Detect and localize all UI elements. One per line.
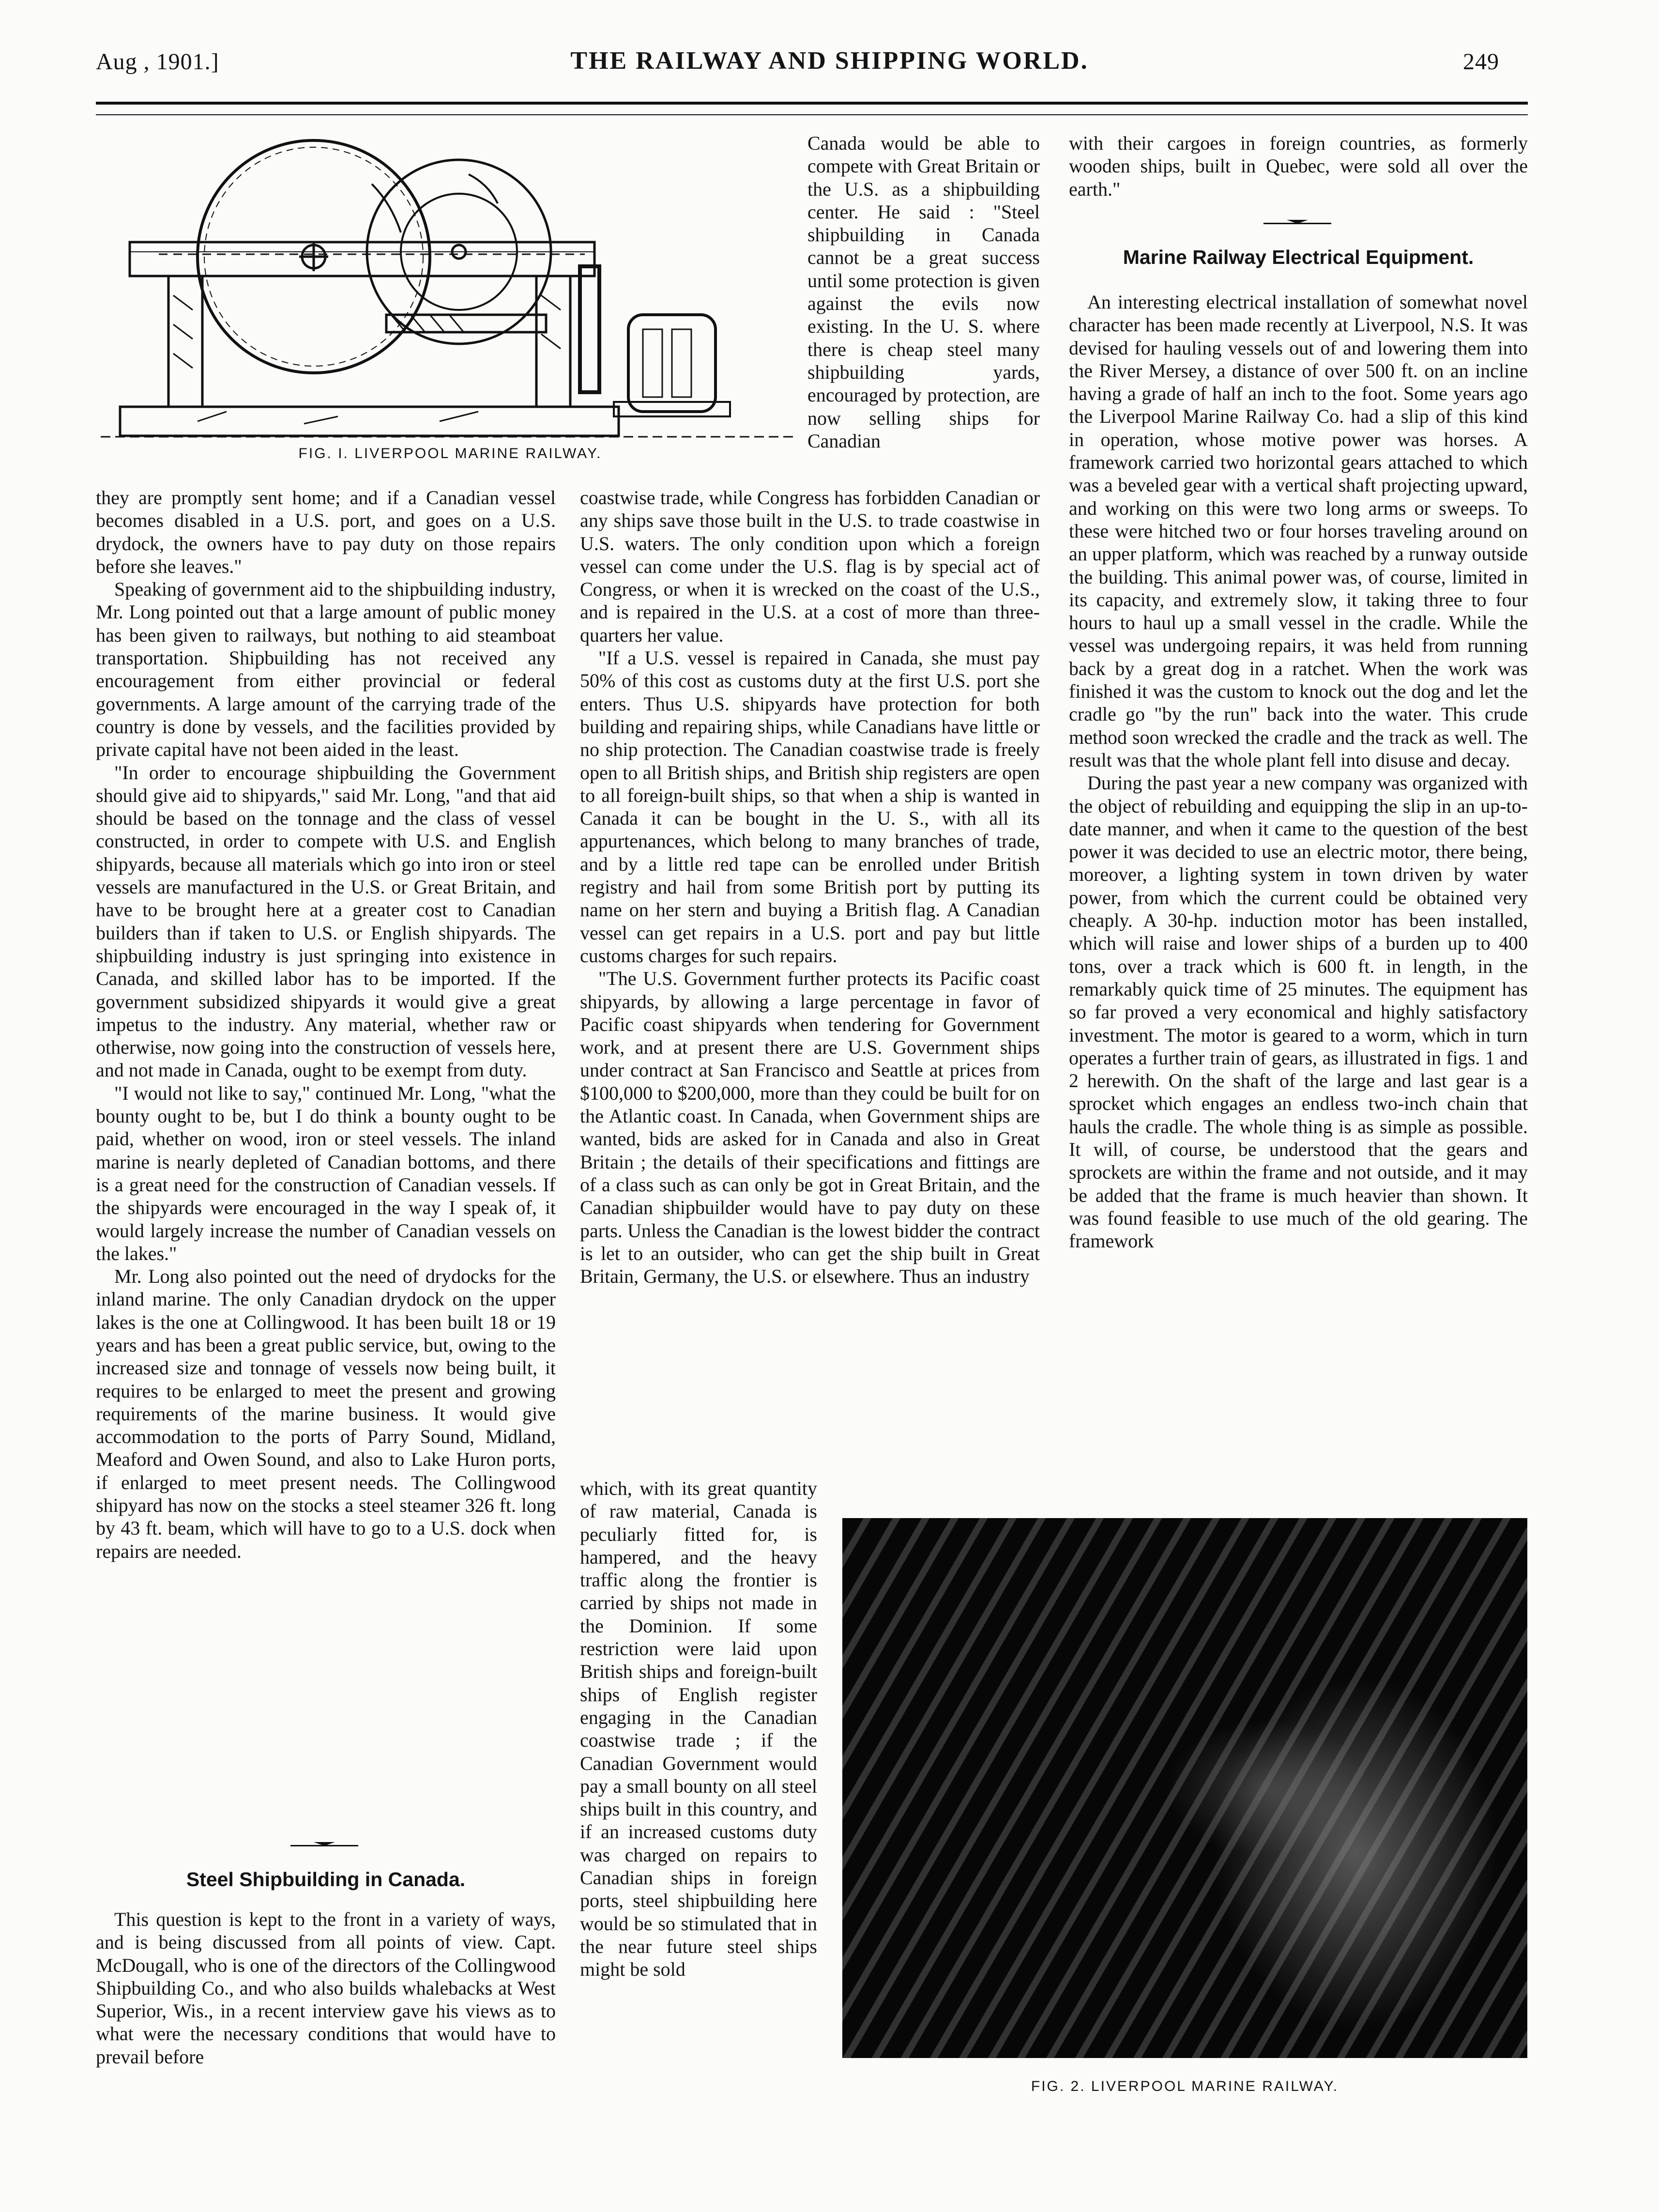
issue-date: Aug , 1901.] [96, 49, 219, 75]
col2-paragraph: Canada would be able to compete with Great Britain or the U.S. as a shipbuilding center. He said : "Steel shipbuilding in Canada cannot be a great success until some protection is given against the evils now existing. In the U. S. where there is cheap steel many shipbuilding yards, encouraged by protection, are now selling ships for Canadian [807, 132, 1040, 452]
header-rule [96, 102, 1528, 105]
col1-text [96, 486, 556, 1563]
section-heading-steel-shipbuilding: Steel Shipbuilding in Canada. [186, 1868, 466, 1890]
fig1-caption: FIG. I. LIVERPOOL MARINE RAILWAY. [298, 445, 602, 461]
col2-paragraph: "If a U.S. vessel is repaired in Canada, she must pay 50% of this cost as customs duty at the first U.S. port she enters. Thus U.S. shipyards have protection for both building and repairing ships, while Canadians have little or no ship protection. The Canadian coastwise trade is freely open to all British ships, and British ship registers are open to all foreign-built ships, so that when a ship is wanted in Canada it can be bought in the U. S., with all its appurtenances, which belong to many branches of trade, and by a little red tape can be enrolled under British registry and hail from some British port by putting its name on her stern and buying a British flag. A Canadian vessel can get repairs in a U.S. port and pay but little customs charges for such repairs. [580, 647, 1040, 967]
col1-paragraph: Speaking of government aid to the shipbuilding industry, Mr. Long pointed out that a large amount of public money has been given to railways, but nothing to aid steamboat transportation. Shipbuilding has not received any encouragement from either provincial or federal governments. A large amount of the carrying trade of the country is done by vessels, and the facilities provided by private capital have not been aided in the least. [96, 578, 556, 761]
section-heading-marine-railway: Marine Railway Electrical Equipment. [1123, 246, 1474, 268]
col3-text [1069, 291, 1528, 1252]
fig1-gear-drawing [101, 131, 798, 441]
col3-paragraph: During the past year a new company was organized with the object of rebuilding and equipping the slip in an up-to-date manner, and when it came to the question of the best power it was decided to use an electric motor, there being, moreover, a lighting system in town driven by water power, from which the current could be obtained very cheaply. A 30-hp. induction motor has been installed, which will raise and lower ships of a burden up to 400 tons, over a track which is 600 ft. in length, in the remarkably quick time of 25 minutes. The equipment has so far proved a very economical and highly satisfactory investment. The motor is geared to a worm, which in turn operates a further train of gears, as illustrated in figs. 1 and 2 herewith. On the shaft of the large and last gear is a sprocket which engages an endless two-inch chain that hauls the cradle. The whole thing is as simple as possible. It will, of course, be understood that the gears and sprockets are within the frame and not outside, and it may be added that the frame is much heavier than shown. It was found feasible to use much of the old gearing. The framework [1069, 772, 1528, 1252]
col1-paragraph: they are promptly sent home; and if a Canadian vessel becomes disabled in a U.S. port, and goes on a U.S. drydock, the owners have to pay duty on those repairs before she leaves." [96, 487, 556, 577]
col3-paragraph: with their cargoes in foreign countries, as formerly wooden ships, built in Quebec, were sold all over the earth." [1069, 132, 1528, 200]
fig2-photograph [842, 1518, 1527, 2058]
col2-narrow-top [807, 132, 1040, 452]
col3-paragraph: An interesting electrical installation of somewhat novel character has been made recently at Liverpool, N.S. It was devised for hauling vessels out of and lowering them into the River Mersey, a distance of over 500 ft. on an incline having a grade of half an inch to the foot. Some years ago the Liverpool Marine Railway Co. had a slip of this kind in operation, whose motive power was horses. A framework carried two horizontal gears attached to which was a beveled gear with a vertical shaft projecting upward, and working on this were two long arms or sweeps. To these were hitched two or four horses traveling around on an upper platform, which was reached by a runway outside the building. This animal power was, of course, limited in its capacity, and extremely slow, it taking three to four hours to haul up a small vessel in the cradle. While the vessel was undergoing repairs, it was held from running back by a great dog in a ratchet. When the work was finished it was the custom to knock out the dog and let the cradle go "by the run" back into the water. This crude method soon wrecked the cradle and the track as well. The result was that the whole plant fell into disuse and decay. [1069, 291, 1528, 771]
col1-text-lower [96, 1908, 556, 2068]
col1-paragraph: Mr. Long also pointed out the need of drydocks for the inland marine. The only Canadian drydock on the upper lakes is the one at Collingwood. It has been built 18 or 19 years and has been a great public service, but, owing to the increased size and tonnage of vessels now being built, it requires to be enlarged to meet the present and growing requirements of the marine business. It would give accommodation to the ports of Parry Sound, Midland, Meaford and Owen Sound, and also to Lake Huron ports, if enlarged to meet present needs. The Collingwood shipyard has now on the stocks a steel steamer 326 ft. long by 43 ft. beam, which will have to go to a U.S. dock when repairs are needed. [96, 1265, 556, 1562]
col1-paragraph: "In order to encourage shipbuilding the Government should give aid to shipyards," said Mr. Long, "and that aid should be based on the tonnage and the class of vessel constructed, in order to compete with U.S. and English shipyards, because all materials which go into iron or steel vessels are manufactured in the U.S. or Great Britain, and have to be brought here at a greater cost to Canadian builders than if taken to U.S. or English shipyards. The shipbuilding industry is just springing into existence in Canada, and skilled labor has to be imported. If the government subsidized shipyards it would give a great impetus to the industry. Any material, whether raw or otherwise, now going into the construction of vessels here, and not made in Canada, ought to be exempt from duty. [96, 761, 556, 1081]
col1-paragraph: This question is kept to the front in a variety of ways, and is being discussed from all points of view. Capt. McDougall, who is one of the directors of the Collingwood Shipbuilding Co., and who also builds whalebacks at West Superior, Wis., in a recent interview gave his views as to what were the necessary conditions that would have to prevail before [96, 1908, 556, 2068]
col2-paragraph: which, with its great quantity of raw material, Canada is peculiarly fitted for, is hampered, and the heavy traffic along the frontier is carried by ships not made in the Dominion. If some restriction were laid upon British ships and foreign-built ships of English register engaging in the Canadian coastwise trade ; if the Canadian Government would pay a small bounty on all steel ships built in this country, and if an increased customs duty was charged on repairs to Canadian ships in foreign ports, steel shipbuilding here would be so stimulated that in the near future steel ships might be sold [580, 1477, 817, 1981]
col2-paragraph: coastwise trade, while Congress has forbidden Canadian or any ships save those built in the U.S. to trade coastwise in U.S. waters. The only condition upon which a foreign vessel can come under the U.S. flag is by special act of Congress, or when it is wrecked on the coast of the U.S., and is repaired in the U.S. at a cost of more than three-quarters her value. [580, 487, 1040, 646]
section-divider [290, 1845, 358, 1846]
page-number: 249 [1463, 49, 1499, 75]
col1-paragraph: "I would not like to say," continued Mr. Long, "what the bounty ought to be, but I do think a bounty ought to be paid, whether on wood, iron or steel vessels. The inland marine is nearly depleted of Canadian bottoms, and there is a great need for the construction of Canadian vessels. If the shipyards were encouraged in the way I speak of, it would largely increase the number of Canadian vessels on the lakes." [96, 1082, 556, 1264]
col2-narrow-bottom [580, 1477, 817, 1981]
col2-text [580, 486, 1040, 1288]
section-divider [1263, 223, 1331, 224]
col2-paragraph: "The U.S. Government further protects its Pacific coast shipyards, by allowing a large percentage in favor of Pacific coast shipyards when tendering for Government work, and at present there are U.S. Government ships under contract at San Francisco and Seattle at prices from $100,000 to $200,000, more than they could be built for on the Atlantic coast. In Canada, when Government ships are wanted, bids are asked for in Canada and also in Great Britain ; the details of their specifications and fittings are of a class such as can only be got in Great Britain, and the Canadian shipbuilder would have to pay duty on these parts. Unless the Canadian is the lowest bidder the contract is let to an outsider, who can get the ship built in Great Britain, Germany, the U.S. or elsewhere. Thus an industry [580, 968, 1040, 1288]
fig2-caption: FIG. 2. LIVERPOOL MARINE RAILWAY. [1031, 2078, 1339, 2094]
journal-title: THE RAILWAY AND SHIPPING WORLD. [570, 47, 1089, 75]
col3-text-top [1069, 132, 1528, 200]
header-rule-thin [96, 114, 1528, 115]
